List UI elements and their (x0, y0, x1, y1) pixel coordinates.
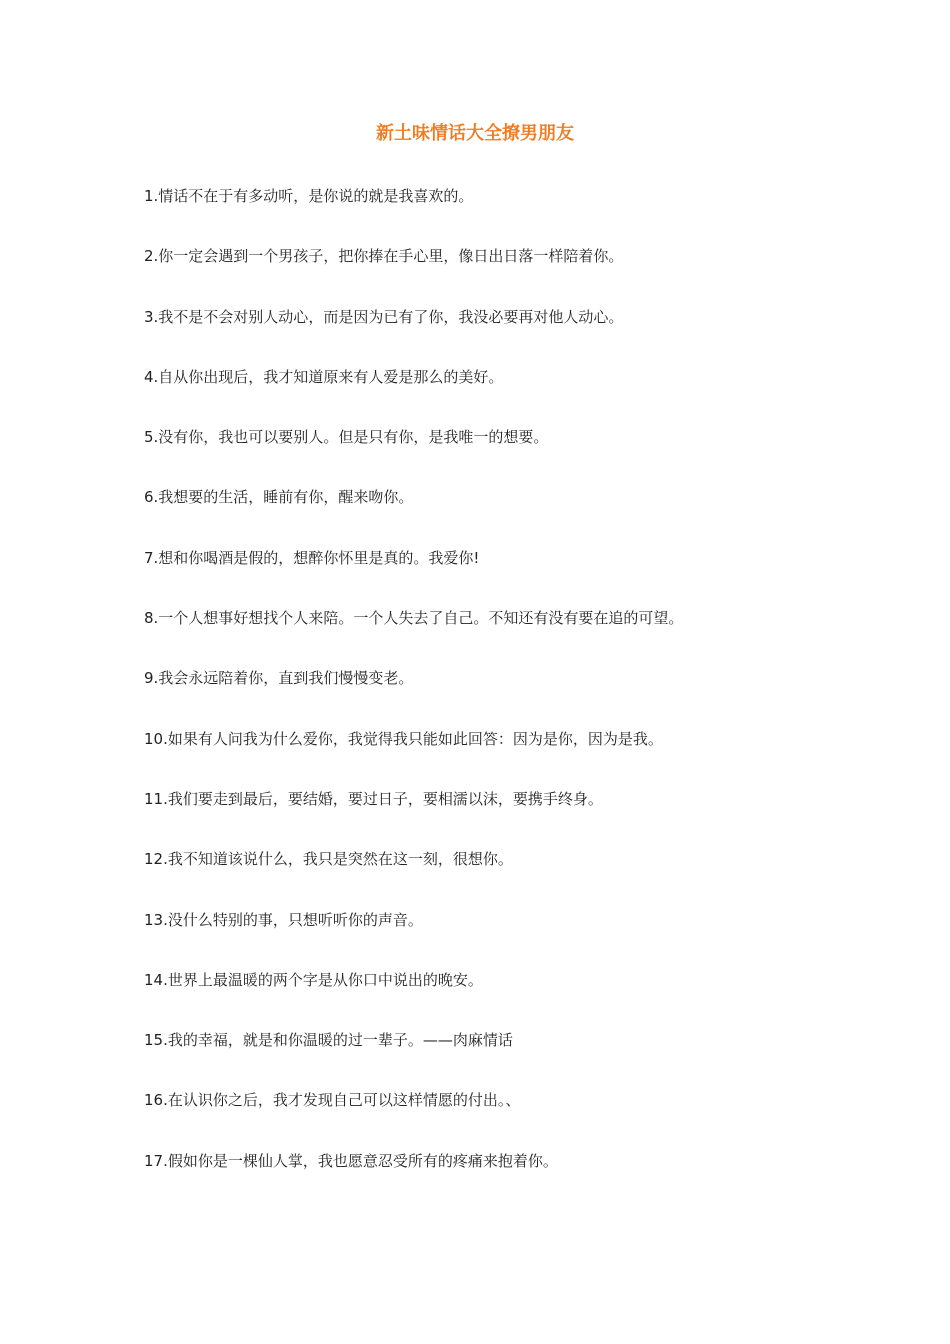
list-item: 7.想和你喝酒是假的，想醉你怀里是真的。我爱你! (144, 548, 480, 567)
list-item: 11.我们要走到最后，要结婚，要过日子，要相濡以沫，要携手终身。 (144, 789, 603, 808)
list-item: 14.世界上最温暖的两个字是从你口中说出的晚安。 (144, 970, 483, 989)
list-item: 17.假如你是一棵仙人掌，我也愿意忍受所有的疼痛来抱着你。 (144, 1151, 558, 1170)
document-title: 新土味情话大全撩男朋友 (376, 123, 574, 144)
list-item: 6.我想要的生活，睡前有你，醒来吻你。 (144, 488, 414, 507)
list-item: 15.我的幸福，就是和你温暖的过一辈子。——肉麻情话 (144, 1031, 513, 1050)
list-item: 3.我不是不会对别人动心，而是因为已有了你，我没必要再对他人动心。 (144, 307, 624, 326)
list-item: 1.情话不在于有多动听，是你说的就是我喜欢的。 (144, 187, 474, 205)
list-item: 13.没什么特别的事，只想听听你的声音。 (144, 910, 423, 929)
line-list (144, 182, 844, 1207)
list-item: 2.你一定会遇到一个男孩子，把你捧在手心里，像日出日落一样陪着你。 (144, 247, 624, 266)
list-item: 9.我会永远陪着你，直到我们慢慢变老。 (144, 669, 414, 688)
list-item: 12.我不知道该说什么，我只是突然在这一刻，很想你。 (144, 850, 513, 869)
list-item: 5.没有你，我也可以要别人。但是只有你，是我唯一的想要。 (144, 428, 549, 447)
list-item: 10.如果有人问我为什么爱你，我觉得我只能如此回答：因为是你，因为是我。 (144, 729, 663, 748)
list-item: 16.在认识你之后，我才发现自己可以这样情愿的付出。、 (144, 1091, 521, 1110)
list-item: 4.自从你出现后，我才知道原来有人爱是那么的美好。 (144, 367, 504, 386)
list-item: 8.一个人想事好想找个人来陪。一个人失去了自己。不知还有没有要在追的可望。 (144, 609, 684, 628)
